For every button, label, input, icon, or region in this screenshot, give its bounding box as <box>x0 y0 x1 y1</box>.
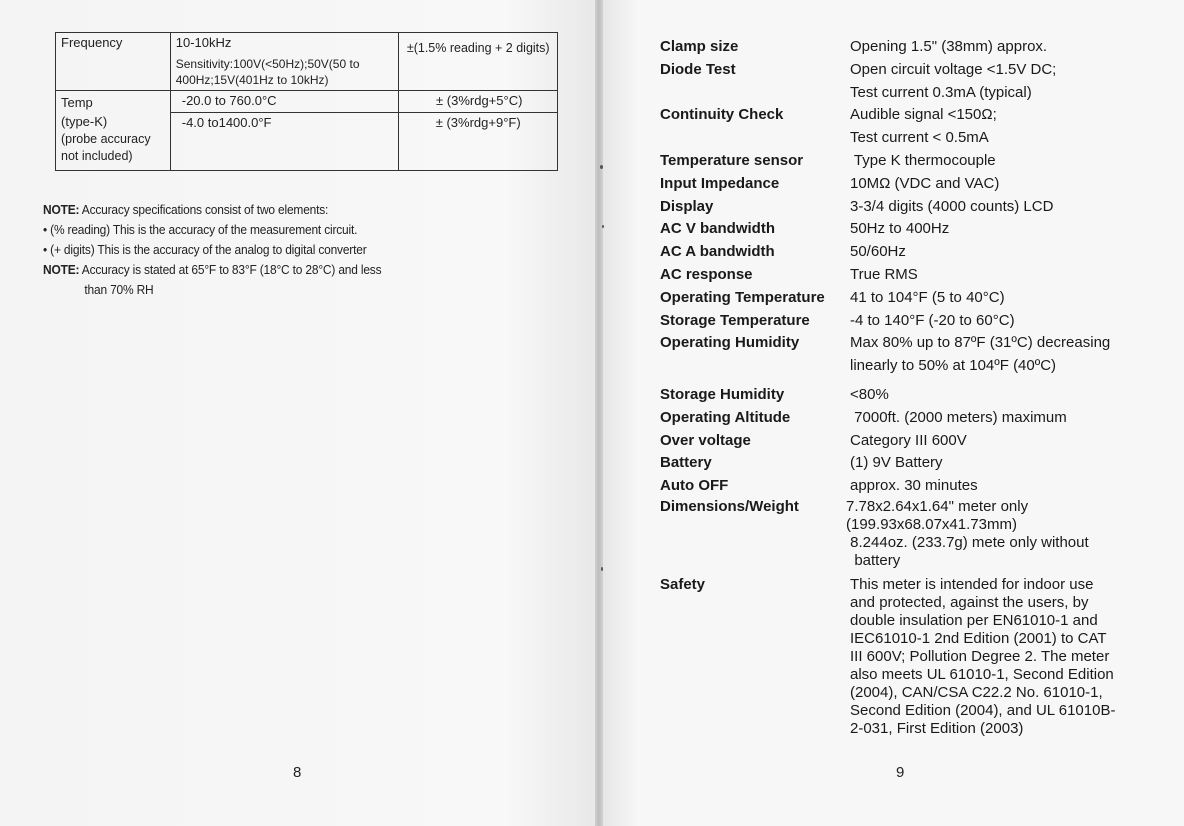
frequency-accuracy: ±(1.5% reading + 2 digits) <box>406 41 550 55</box>
book-gutter <box>595 0 603 826</box>
temp-range-celsius: -20.0 to 760.0°C <box>181 93 277 108</box>
spec-row <box>660 218 1160 241</box>
note-bullet-1: • (% reading) This is the accuracy of the measurement circuit. <box>43 222 358 237</box>
temp-range-cell <box>170 91 399 171</box>
spec-value-line: 7.78x2.64x1.64" meter only <box>846 497 1029 515</box>
spec-value <box>850 173 1150 196</box>
spec-value-line: Opening 1.5" (38mm) approx. <box>850 38 1048 55</box>
spec-value <box>850 196 1150 219</box>
frequency-sensitivity: Sensitivity:100V(<50Hz);50V(50 to 400Hz;15V(401Hz to 10kHz) <box>175 57 360 87</box>
spec-value-line: III 600V; Pollution Degree 2. The meter <box>850 647 1110 665</box>
temp-label-cell <box>56 91 171 171</box>
spec-value <box>850 452 1150 475</box>
spec-value <box>850 104 1150 150</box>
frequency-accuracy-cell <box>399 33 558 91</box>
spec-value-line: linearly to 50% at 104ºF (40ºC) <box>850 357 1057 375</box>
frequency-range: 10-10kHz <box>175 35 232 50</box>
spec-row <box>660 150 1160 173</box>
spec-value-line: (2004), CAN/CSA C22.2 No. 61010-1, <box>850 683 1103 701</box>
spec-value-line: 7000ft. (2000 meters) maximum <box>850 408 1067 426</box>
spec-value-line: (199.93x68.07x41.73mm) <box>846 515 1017 533</box>
temp-accuracy-cell <box>399 91 558 171</box>
spec-value-line: Test current 0.3mA (typical) <box>850 83 1032 101</box>
spec-label: Operating Humidity <box>660 334 800 352</box>
spec-row <box>660 576 1160 738</box>
specifications-list <box>660 36 1160 738</box>
note-2-label: NOTE: <box>43 262 80 277</box>
spec-row <box>660 498 1160 570</box>
spec-row <box>660 332 1160 378</box>
spec-label: Storage Humidity <box>660 385 785 403</box>
note-2-continuation: than 70% RH <box>84 282 154 297</box>
spec-row <box>660 196 1160 219</box>
spec-row <box>660 173 1160 196</box>
temp-range-fahrenheit: -4.0 to1400.0°F <box>171 112 399 130</box>
spec-value-line: Second Edition (2004), and UL 61010B- <box>850 701 1116 719</box>
note-1 <box>43 200 429 220</box>
spec-value-line: -4 to 140°F (-20 to 60°C) <box>850 311 1015 329</box>
spec-value-line: IEC61010-1 2nd Edition (2001) to CAT <box>850 629 1107 647</box>
spec-row <box>660 430 1160 453</box>
spec-value <box>850 287 1150 310</box>
spec-value-line: Test current < 0.5mA <box>850 129 989 147</box>
spec-label: Safety <box>660 575 706 593</box>
page-number-left: 8 <box>293 764 302 781</box>
spec-label: Clamp size <box>660 38 739 55</box>
spec-row <box>660 475 1160 498</box>
spec-row <box>660 407 1160 430</box>
spec-label: AC V bandwidth <box>660 220 775 238</box>
spec-value <box>850 310 1150 333</box>
spec-row <box>660 36 1160 59</box>
spec-row <box>660 452 1160 475</box>
spec-row <box>660 104 1160 150</box>
note-2 <box>43 260 429 280</box>
frequency-range-cell <box>170 33 399 91</box>
spec-value-line: 41 to 104°F (5 to 40°C) <box>850 288 1005 306</box>
accuracy-spec-table <box>55 32 558 171</box>
spec-label: Over voltage <box>660 431 751 449</box>
table-row-frequency <box>56 33 558 91</box>
page-number-right: 9 <box>896 764 905 781</box>
spec-value-line: double insulation per EN61010-1 and <box>850 611 1098 629</box>
spec-value-line: Category III 600V <box>850 431 967 449</box>
spec-value <box>850 264 1150 287</box>
note-2-text: Accuracy is stated at 65°F to 83°F (18°C to 28°C) and less <box>79 262 382 277</box>
scan-speck <box>602 225 604 228</box>
spec-value-line: (1) 9V Battery <box>850 454 943 472</box>
spec-label: Input Impedance <box>660 174 780 192</box>
note-1-label: NOTE: <box>43 202 80 217</box>
table-row-temp <box>56 91 558 171</box>
spec-value <box>850 576 1150 738</box>
temp-type-label: (type-K) <box>61 114 108 129</box>
spec-label: Auto OFF <box>660 477 729 495</box>
spec-value-line: battery <box>846 551 901 569</box>
spec-label: Operating Altitude <box>660 408 791 426</box>
spec-value <box>850 384 1150 407</box>
spec-value <box>850 475 1150 498</box>
note-1-text: Accuracy specifications consist of two elements: <box>79 202 329 217</box>
temp-label: Temp <box>61 95 93 110</box>
spec-label: Operating Temperature <box>660 288 825 306</box>
spec-value-line: also meets UL 61010-1, Second Edition <box>850 665 1114 683</box>
spec-row <box>660 241 1160 264</box>
spec-value-line: This meter is intended for indoor use <box>850 575 1094 593</box>
spec-label: AC response <box>660 265 753 283</box>
spec-label: Battery <box>660 454 712 472</box>
spec-row <box>660 59 1160 105</box>
spec-value-line: 50Hz to 400Hz <box>850 220 950 238</box>
spec-value-line: Open circuit voltage <1.5V DC; <box>850 60 1057 78</box>
spec-value-line: <80% <box>850 385 889 403</box>
spec-value-line: 8.244oz. (233.7g) mete only without <box>846 533 1089 551</box>
scan-speck <box>601 567 603 571</box>
frequency-label: Frequency <box>56 33 171 91</box>
spec-value <box>850 36 1150 59</box>
spec-label: Temperature sensor <box>660 151 804 169</box>
spec-value-line: True RMS <box>850 265 918 283</box>
spec-row <box>660 310 1160 333</box>
spec-value-line: approx. 30 minutes <box>850 477 978 495</box>
spec-row <box>660 264 1160 287</box>
spec-value <box>850 430 1150 453</box>
spec-value-line: Max 80% up to 87ºF (31ºC) decreasing <box>850 334 1111 352</box>
spec-value <box>846 498 1146 570</box>
spec-value <box>850 59 1150 105</box>
spec-value-line: Audible signal <150Ω; <box>850 106 997 124</box>
spec-label: Storage Temperature <box>660 311 810 329</box>
temp-accuracy-celsius: ± (3%rdg+5°C) <box>436 93 523 108</box>
temp-accuracy-fahrenheit: ± (3%rdg+9°F) <box>399 112 557 130</box>
temp-probe-note: (probe accuracy not included) <box>61 132 151 163</box>
note-bullet-2: • (+ digits) This is the accuracy of the analog to digital converter <box>43 242 367 257</box>
spec-value <box>850 218 1150 241</box>
spec-value-line: 2-031, First Edition (2003) <box>850 719 1024 737</box>
spec-label: Display <box>660 197 714 215</box>
spec-label: Diode Test <box>660 60 736 78</box>
spec-value <box>850 150 1150 173</box>
scan-speck <box>600 165 603 169</box>
spec-value <box>850 241 1150 264</box>
spec-row <box>660 384 1160 407</box>
spec-value-line: 50/60Hz <box>850 243 906 261</box>
accuracy-notes <box>43 200 429 300</box>
spec-value-line: 3-3/4 digits (4000 counts) LCD <box>850 197 1054 215</box>
spec-value-line: and protected, against the users, by <box>850 593 1089 611</box>
spec-value <box>850 407 1150 430</box>
spec-label: AC A bandwidth <box>660 243 775 261</box>
spec-label: Continuity Check <box>660 106 784 124</box>
spec-row <box>660 287 1160 310</box>
spec-value-line: 10MΩ (VDC and VAC) <box>850 174 1000 192</box>
spec-label: Dimensions/Weight <box>660 497 799 515</box>
spec-value-line: Type K thermocouple <box>850 151 996 169</box>
spec-value <box>850 332 1150 378</box>
